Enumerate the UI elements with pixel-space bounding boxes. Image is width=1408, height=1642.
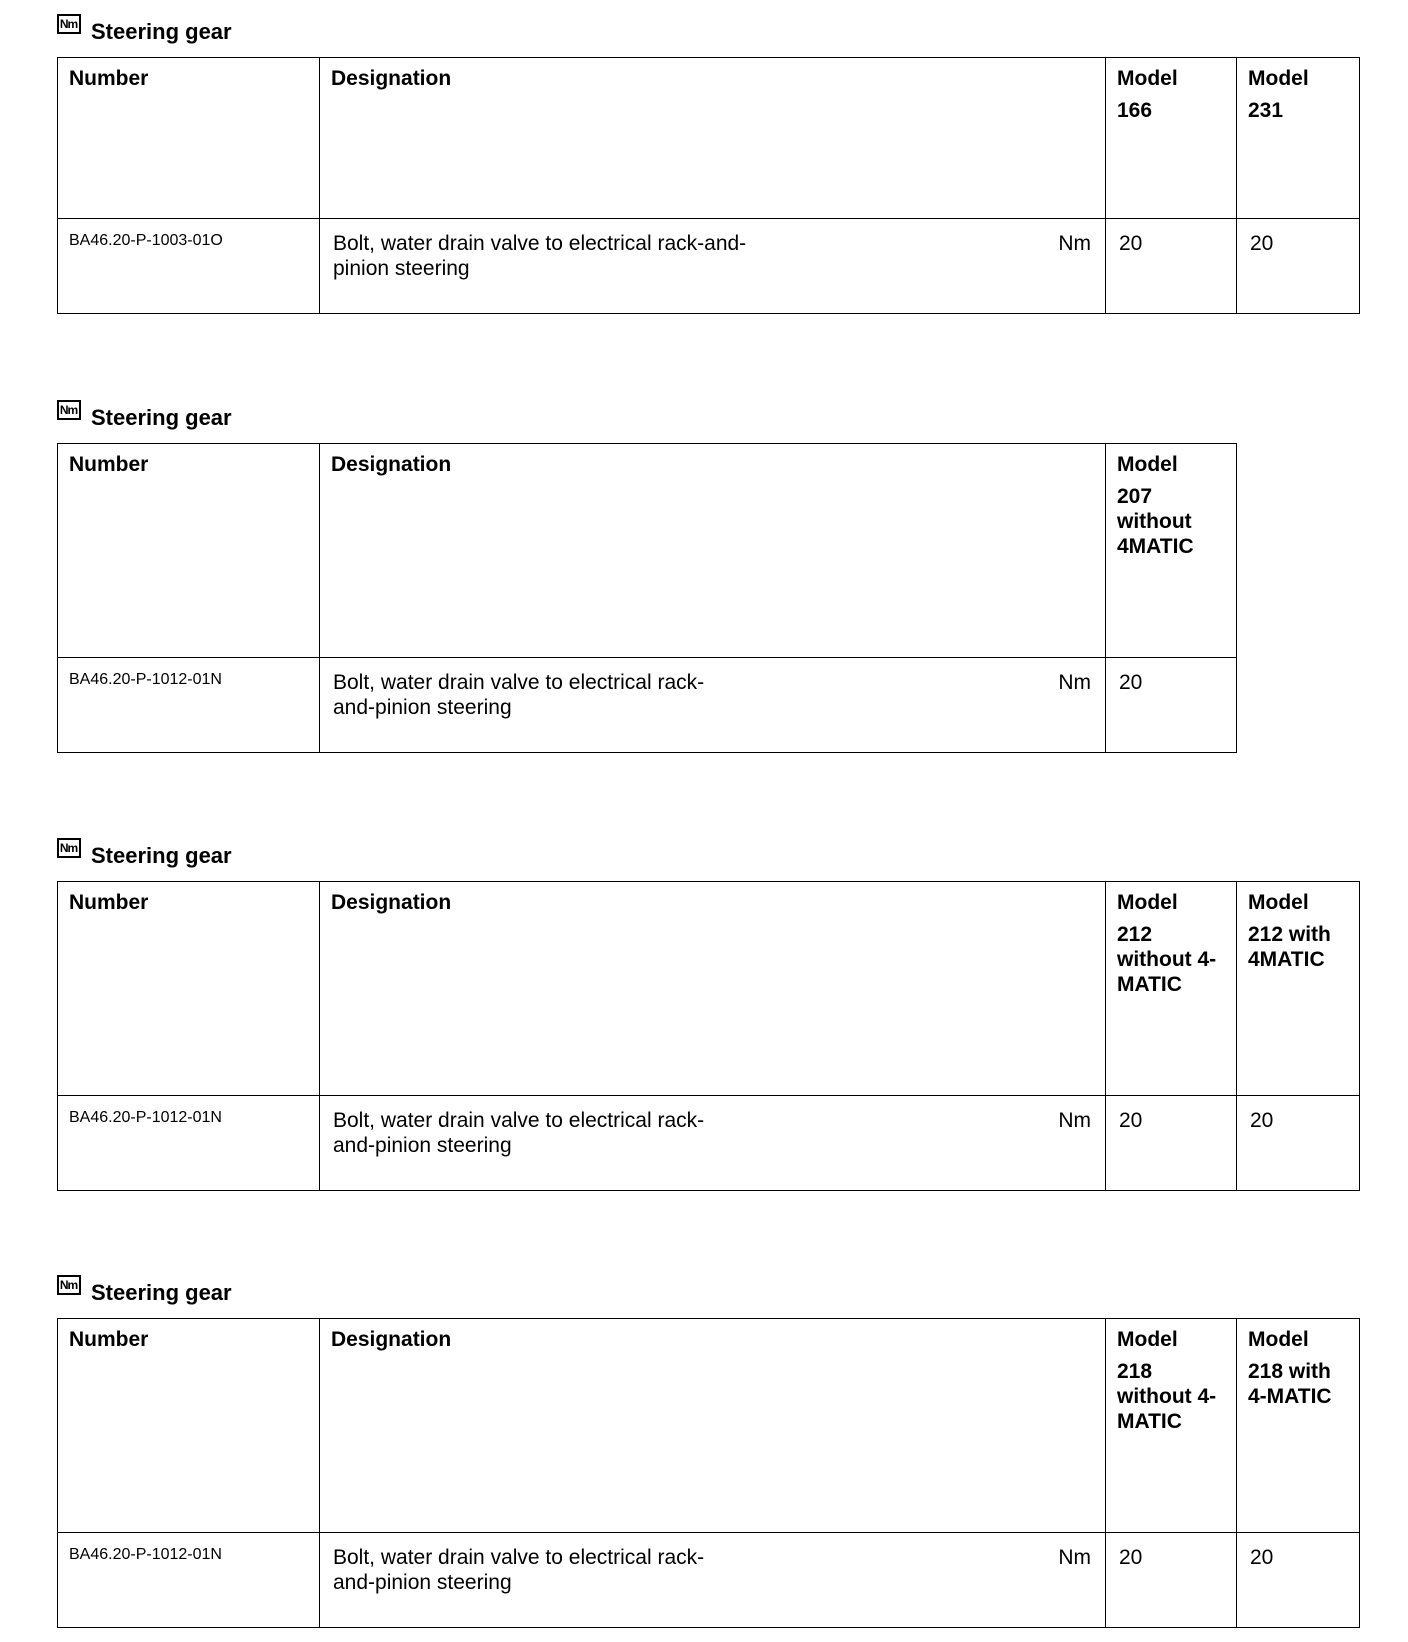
torque-value: 20 xyxy=(1237,1096,1360,1191)
model-label: Model xyxy=(1117,67,1178,90)
model-label: Model xyxy=(1248,1328,1309,1351)
torque-nm-icon: Nm xyxy=(57,838,81,858)
table-header-row xyxy=(58,444,1237,658)
torque-nm-icon: Nm xyxy=(57,1275,81,1295)
model-value: 166 xyxy=(1117,99,1153,122)
section-title: Steering gear xyxy=(91,19,232,44)
unit-label: Nm xyxy=(1058,1546,1091,1569)
header-model xyxy=(1237,1319,1360,1533)
table-row xyxy=(58,1096,1360,1191)
designation-text: Bolt, water drain valve to electrical rack-and-pinion steering xyxy=(333,1109,705,1157)
header-designation: Designation xyxy=(320,882,1106,1096)
header-designation: Designation xyxy=(320,444,1106,658)
section-title: Steering gear xyxy=(91,405,232,430)
table-header-row xyxy=(58,58,1360,219)
header-number: Number xyxy=(58,1319,320,1533)
designation-cell xyxy=(320,658,1106,753)
table-header-row xyxy=(58,882,1360,1096)
designation-text: Bolt, water drain valve to electrical rack-and-pinion steering xyxy=(333,671,705,719)
torque-table xyxy=(57,1318,1360,1628)
designation-cell xyxy=(320,1533,1106,1628)
torque-value: 20 xyxy=(1106,219,1237,314)
torque-table xyxy=(57,443,1237,753)
header-model xyxy=(1106,1319,1237,1533)
model-label: Model xyxy=(1117,1328,1178,1351)
header-model xyxy=(1237,58,1360,219)
designation-cell xyxy=(320,1096,1106,1191)
header-model xyxy=(1237,882,1360,1096)
model-value: 212 without 4-MATIC xyxy=(1117,923,1217,996)
designation-cell xyxy=(320,219,1106,314)
table-row xyxy=(58,658,1237,753)
header-number: Number xyxy=(58,58,320,219)
part-number: BA46.20-P-1003-01O xyxy=(58,219,320,314)
model-value: 207 without 4MATIC xyxy=(1117,485,1194,558)
header-model xyxy=(1106,444,1237,658)
table-row xyxy=(58,219,1360,314)
table-row xyxy=(58,1533,1360,1628)
section-title: Steering gear xyxy=(91,843,232,868)
model-label: Model xyxy=(1248,67,1309,90)
model-label: Model xyxy=(1117,891,1178,914)
torque-nm-icon: Nm xyxy=(57,400,81,420)
header-model xyxy=(1106,882,1237,1096)
part-number: BA46.20-P-1012-01N xyxy=(58,658,320,753)
table-header-row xyxy=(58,1319,1360,1533)
unit-label: Nm xyxy=(1058,671,1091,694)
part-number: BA46.20-P-1012-01N xyxy=(58,1533,320,1628)
torque-value: 20 xyxy=(1106,1096,1237,1191)
model-value: 212 with 4MATIC xyxy=(1248,923,1331,971)
model-value: 218 without 4-MATIC xyxy=(1117,1360,1217,1433)
torque-value: 20 xyxy=(1237,219,1360,314)
header-number: Number xyxy=(58,444,320,658)
unit-label: Nm xyxy=(1058,1109,1091,1132)
unit-label: Nm xyxy=(1058,232,1091,255)
header-model xyxy=(1106,58,1237,219)
model-value: 231 xyxy=(1248,99,1284,122)
designation-text: Bolt, water drain valve to electrical rack-and-pinion steering xyxy=(333,232,747,280)
model-label: Model xyxy=(1117,453,1178,476)
header-designation: Designation xyxy=(320,58,1106,219)
torque-value: 20 xyxy=(1237,1533,1360,1628)
designation-text: Bolt, water drain valve to electrical rack-and-pinion steering xyxy=(333,1546,705,1594)
section-title: Steering gear xyxy=(91,1280,232,1305)
torque-nm-icon: Nm xyxy=(57,14,81,34)
torque-value: 20 xyxy=(1106,658,1237,753)
part-number: BA46.20-P-1012-01N xyxy=(58,1096,320,1191)
model-value: 218 with 4-MATIC xyxy=(1248,1360,1332,1408)
header-number: Number xyxy=(58,882,320,1096)
header-designation: Designation xyxy=(320,1319,1106,1533)
torque-value: 20 xyxy=(1106,1533,1237,1628)
torque-table xyxy=(57,57,1360,314)
torque-table xyxy=(57,881,1360,1191)
model-label: Model xyxy=(1248,891,1309,914)
